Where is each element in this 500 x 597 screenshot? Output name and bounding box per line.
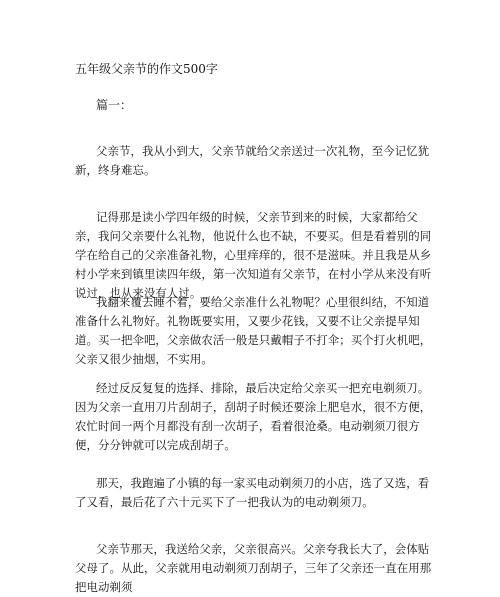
paragraph-2: 记得那是读小学四年级的时候，父亲节到来的时候，大家都给父亲，我问父亲要什么礼物，他说什么也不缺，不要买。但是看着别的同学在给自己的父亲准备礼物，心里痒痒的，很不是滋味。并且我是从乡村小学来到镇里读四年级，第一次知道有父亲节，在村小学从来没有听说过，也从来没有人过。 [75, 210, 432, 300]
document-title: 五年级父亲节的作文500字 [75, 62, 218, 76]
paragraph-5: 那天，我跑遍了小镇的每一家买电动剃须刀的小店，选了又选，看了又看，最后花了六十元买下了一把我认为的电动剃须刀。 [75, 476, 430, 509]
paragraph-3: 我翻来覆去睡不着，要给父亲准什么礼物呢？心里很纠结，不知道准备什么礼物好。礼物既要实用，又要少花钱，又要不让父亲提早知道。买一把伞吧，父亲做农活一般是只戴帽子不打伞；买个打火机吧，父亲又很少抽烟，不实用。 [75, 295, 432, 366]
section-heading: 篇一： [96, 98, 133, 112]
paragraph-1: 父亲节，我从小到大，父亲节就给父亲送过一次礼物，至今记忆犹新，终身难忘。 [75, 144, 430, 177]
paragraph-4: 经过反反复复的选择、排除，最后决定给父亲买一把充电剃须刀。因为父亲一直用刀片刮胡子，刮胡子时候还要涂上肥皂水，很不方便，农忙时间一两个月都没有刮一次胡子，看着很沧桑。电动剃须刀很方便，分分钟就可以完成刮胡子。 [75, 381, 432, 452]
paragraph-6: 父亲节那天，我送给父亲，父亲很高兴。父亲夸我长大了，会体贴父母了。从此，父亲就用电动剃须刀刮胡子，三年了父亲还一直在用那把电动剃须 [75, 542, 432, 594]
